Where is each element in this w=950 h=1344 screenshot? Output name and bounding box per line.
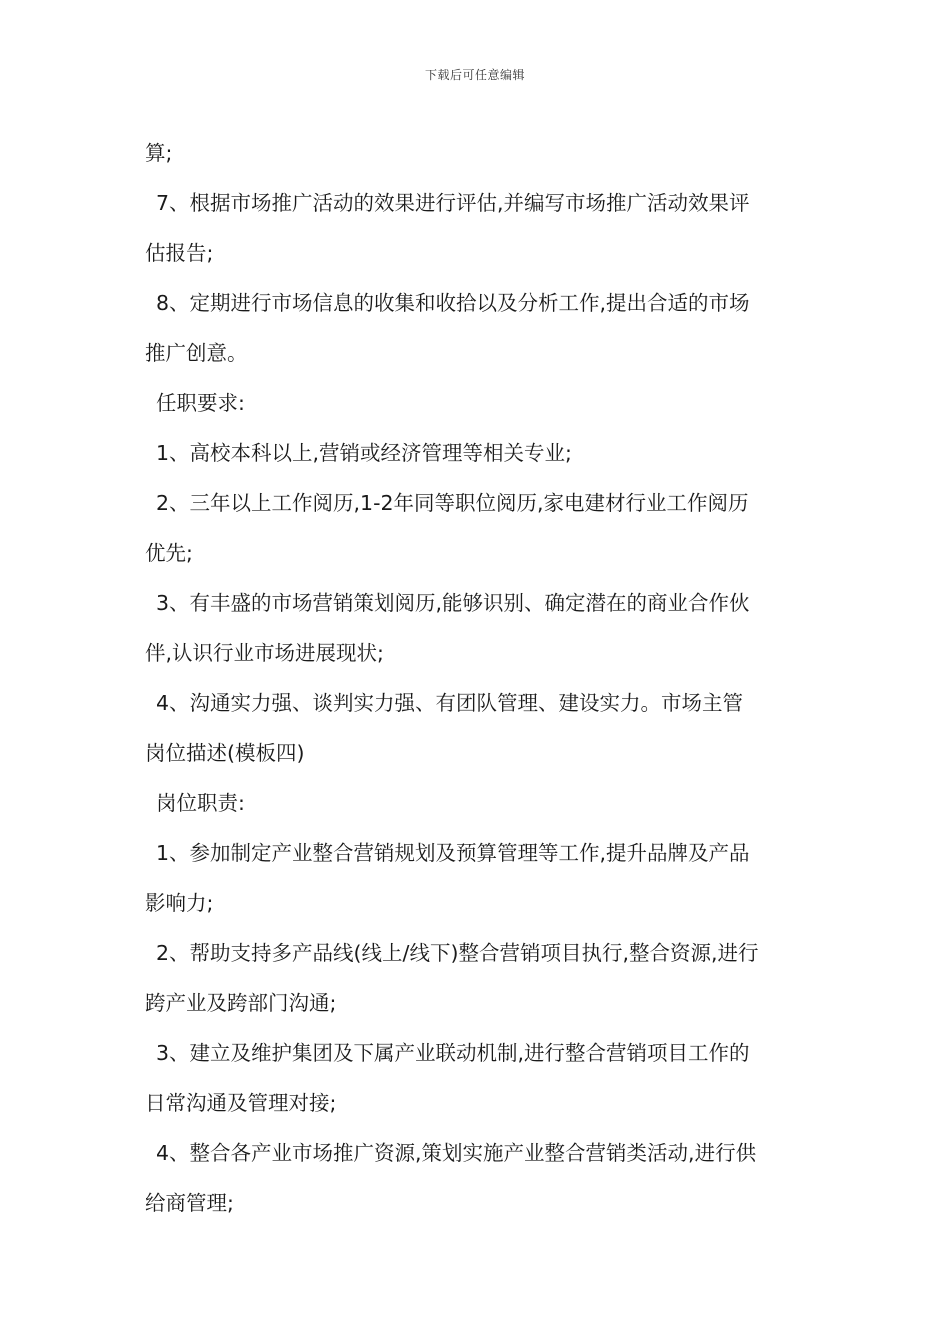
text-line: 伴,认识行业市场进展现状; [145,641,384,665]
text-line: 2、三年以上工作阅历,1-2年同等职位阅历,家电建材行业工作阅历 [156,491,749,515]
text-line: 7、根据市场推广活动的效果进行评估,并编写市场推广活动效果评 [156,191,750,215]
text-line: 4、整合各产业市场推广资源,策划实施产业整合营销类活动,进行供 [156,1141,757,1165]
text-line: 估报告; [145,241,214,265]
section-heading: 任职要求: [156,391,245,415]
text-line: 2、帮助支持多产品线(线上/线下)整合营销项目执行,整合资源,进行 [156,941,759,965]
text-line: 影响力; [145,891,214,915]
section-heading: 岗位职责: [156,791,245,815]
text-line: 3、建立及维护集团及下属产业联动机制,进行整合营销项目工作的 [156,1041,750,1065]
text-line: 算; [145,141,173,165]
text-line: 1、高校本科以上,营销或经济管理等相关专业; [156,441,572,465]
text-line: 8、定期进行市场信息的收集和收拾以及分析工作,提出合适的市场 [156,291,750,315]
text-line: 推广创意。 [145,341,248,365]
text-line: 给商管理; [145,1191,234,1215]
text-line: 跨产业及跨部门沟通; [145,991,337,1015]
text-line: 3、有丰盛的市场营销策划阅历,能够识别、确定潜在的商业合作伙 [156,591,750,615]
text-line: 1、参加制定产业整合营销规划及预算管理等工作,提升品牌及产品 [156,841,750,865]
text-line: 岗位描述(模板四) [145,741,305,765]
text-line: 4、沟通实力强、谈判实力强、有团队管理、建设实力。市场主管 [156,691,744,715]
page-header: 下载后可任意编辑 [424,68,525,82]
text-line: 日常沟通及管理对接; [145,1091,337,1115]
document-body [145,128,810,1228]
text-line: 优先; [145,541,193,565]
